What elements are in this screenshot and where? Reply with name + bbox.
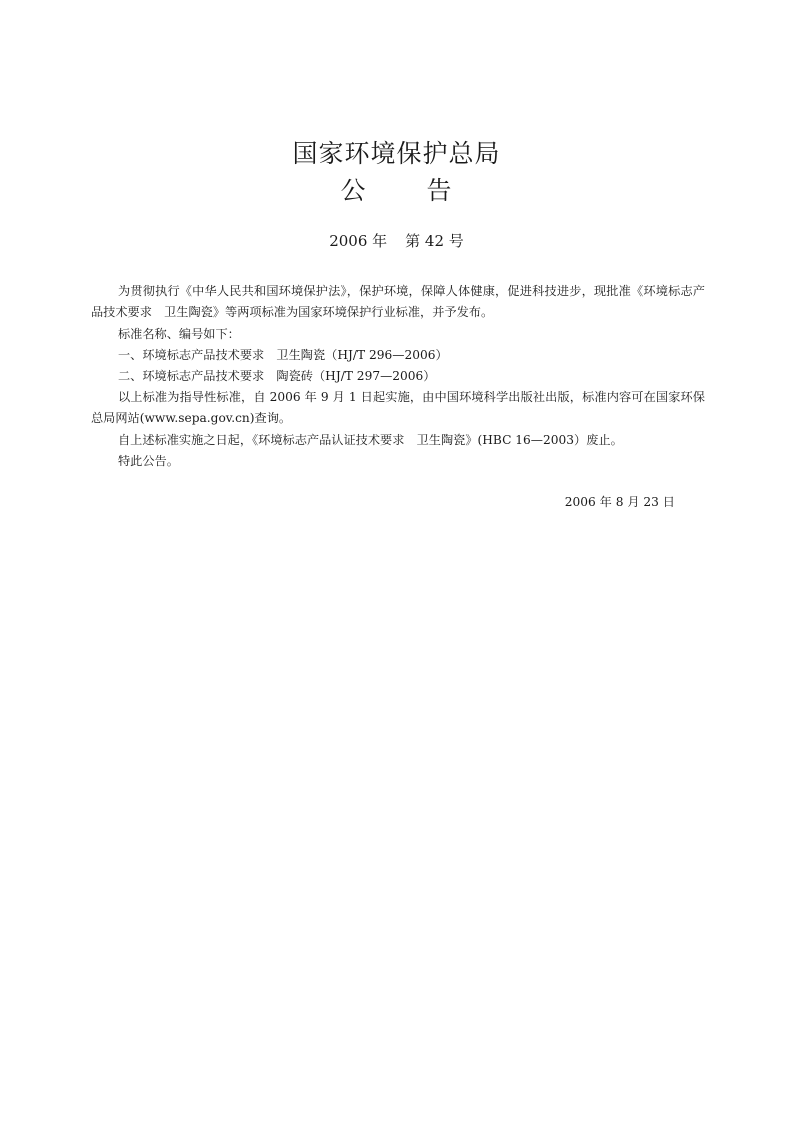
notice-heading-char-1: 公 [340,176,367,205]
paragraph-closing: 特此公告。 [118,454,179,468]
issue-number [0,231,793,251]
notice-heading-char-2: 告 [426,176,453,205]
issue-no: 第 42 号 [405,232,464,250]
standard-item-2: 二、环境标志产品技术要求 陶瓷砖（HJ/T 297—2006） [118,369,436,383]
issue-year: 2006 年 [329,232,388,250]
issue-date: 2006 年 8 月 23 日 [564,495,675,509]
notice-heading [0,176,793,206]
paragraph-repeal: 自上述标准实施之日起，《环境标志产品认证技术要求 卫生陶瓷》(HBC 16—2003）废止。 [118,433,623,447]
standard-item-1: 一、环境标志产品技术要求 卫生陶瓷（HJ/T 296—2006） [118,348,448,362]
agency-title: 国家环境保护总局 [292,139,501,168]
paragraph-approval: 为贯彻执行《中华人民共和国环境保护法》，保护环境，保障人体健康，促进科技进步，现批准《环境标志产品技术要求 卫生陶瓷》等两项标准为国家环境保护行业标准，并予发布。 [91,284,705,319]
paragraph-list-intro: 标准名称、编号如下： [118,327,240,341]
paragraph-implementation: 以上标准为指导性标准，自 2006 年 9 月 1 日起实施，由中国环境科学出版社出版，标准内容可在国家环保总局网站(www.sepa.gov.cn)查询。 [91,390,705,425]
